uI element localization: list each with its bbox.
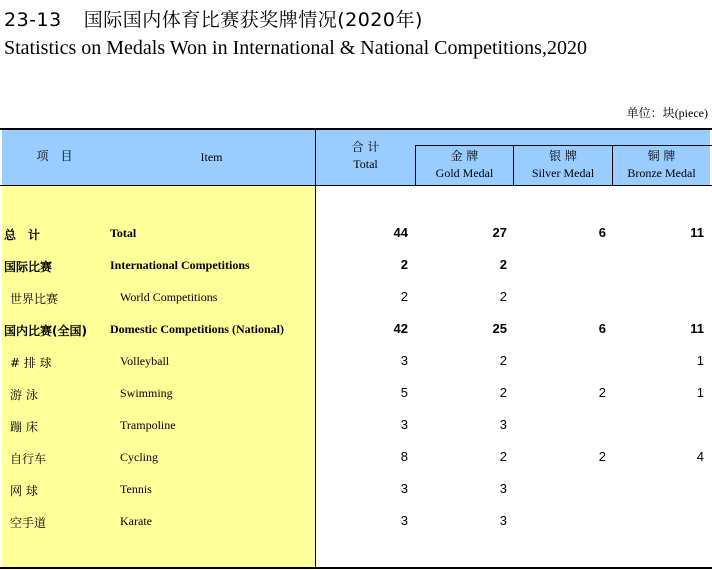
- silver-value: 2: [598, 385, 606, 400]
- total-value: 3: [400, 353, 408, 368]
- column-header-gold: [416, 148, 513, 182]
- row-label-cn: 世界比赛: [10, 292, 59, 306]
- table-bottom-border: [0, 567, 712, 569]
- label-column-divider: [315, 129, 316, 568]
- table-row: [0, 416, 712, 436]
- row-label-en: Trampoline: [120, 418, 176, 432]
- bronze-value: 1: [696, 385, 704, 400]
- row-label-cn: 总 计: [4, 228, 41, 242]
- table-top-border: [0, 128, 712, 130]
- table-number: 23-13: [4, 9, 62, 31]
- gold-value: 2: [499, 289, 507, 304]
- table-row: [0, 256, 712, 276]
- column-header-silver: [514, 148, 612, 182]
- table-row: [0, 352, 712, 372]
- row-label-cn: 蹦 床: [10, 420, 38, 434]
- bronze-value: 1: [696, 353, 704, 368]
- total-value: 3: [400, 481, 408, 496]
- row-label-cn: 游 泳: [10, 388, 38, 402]
- row-label-en: Karate: [120, 514, 152, 528]
- table-row: [0, 384, 712, 404]
- total-value: 2: [400, 257, 408, 272]
- total-value: 3: [400, 513, 408, 528]
- silver-value: 2: [598, 449, 606, 464]
- title-en: Statistics on Medals Won in International & National Competitions,2020: [4, 37, 587, 59]
- bronze-header-en: Bronze Medal: [627, 166, 696, 180]
- row-label-cn: # 排 球: [10, 356, 52, 370]
- row-label-en: Domestic Competitions (National): [110, 322, 284, 336]
- gold-value: 25: [492, 321, 507, 336]
- gold-value: 2: [499, 385, 507, 400]
- row-label-cn: 网 球: [10, 484, 38, 498]
- unit-cn: 单位：块: [626, 106, 675, 120]
- medal-header-rule: [415, 145, 712, 146]
- row-label-en: Total: [110, 226, 137, 240]
- row-label-cn: 自行车: [10, 452, 47, 466]
- row-label-en: Cycling: [120, 450, 158, 464]
- header-bottom-border: [0, 185, 712, 186]
- total-value: 3: [400, 417, 408, 432]
- bronze-value: 11: [690, 321, 704, 336]
- table-row: [0, 224, 712, 244]
- chinese-title: 国际国内体育比赛获奖牌情况(2020年): [83, 9, 423, 31]
- row-label-cn: 空手道: [10, 516, 47, 530]
- total-header-cn: 合 计: [351, 140, 380, 154]
- label-column-background: [2, 129, 315, 567]
- gold-value: 3: [499, 417, 507, 432]
- total-value: 42: [393, 321, 408, 336]
- column-header-bronze: [613, 148, 710, 182]
- table-row: [0, 480, 712, 500]
- table-row: [0, 288, 712, 308]
- gold-value: 3: [499, 481, 507, 496]
- gold-header-en: Gold Medal: [435, 166, 494, 180]
- gold-value: 3: [499, 513, 507, 528]
- total-value: 2: [400, 289, 408, 304]
- table-row: [0, 448, 712, 468]
- bronze-value: 11: [690, 225, 704, 240]
- total-value: 8: [400, 449, 408, 464]
- row-label-en: Volleyball: [120, 354, 170, 368]
- total-value: 5: [400, 385, 408, 400]
- silver-header-cn: 银 牌: [549, 149, 577, 163]
- title-cn: [4, 5, 423, 32]
- unit-en: (piece): [674, 106, 708, 120]
- bronze-header-cn: 铜 牌: [647, 149, 676, 163]
- total-value: 44: [393, 225, 408, 240]
- column-header-project: 项 目: [36, 149, 73, 163]
- gold-value: 27: [492, 225, 507, 240]
- row-label-en: International Competitions: [110, 258, 250, 272]
- silver-value: 6: [598, 225, 606, 240]
- gold-value: 2: [499, 449, 507, 464]
- gold-value: 2: [499, 257, 507, 272]
- row-label-cn: 国际比赛: [4, 260, 53, 274]
- total-header-en: Total: [353, 157, 378, 171]
- table-row: [0, 512, 712, 532]
- unit-label: [627, 104, 708, 121]
- silver-header-en: Silver Medal: [531, 166, 595, 180]
- table-row: [0, 320, 712, 340]
- column-header-total: [316, 139, 415, 173]
- row-label-en: Swimming: [120, 386, 173, 400]
- gold-header-cn: 金 牌: [450, 149, 479, 163]
- row-label-cn: 国内比赛(全国): [4, 324, 87, 338]
- column-header-item: Item: [200, 150, 223, 164]
- row-label-en: World Competitions: [120, 290, 218, 304]
- row-label-en: Tennis: [120, 482, 152, 496]
- silver-value: 6: [598, 321, 606, 336]
- gold-value: 2: [499, 353, 507, 368]
- bronze-value: 4: [696, 449, 704, 464]
